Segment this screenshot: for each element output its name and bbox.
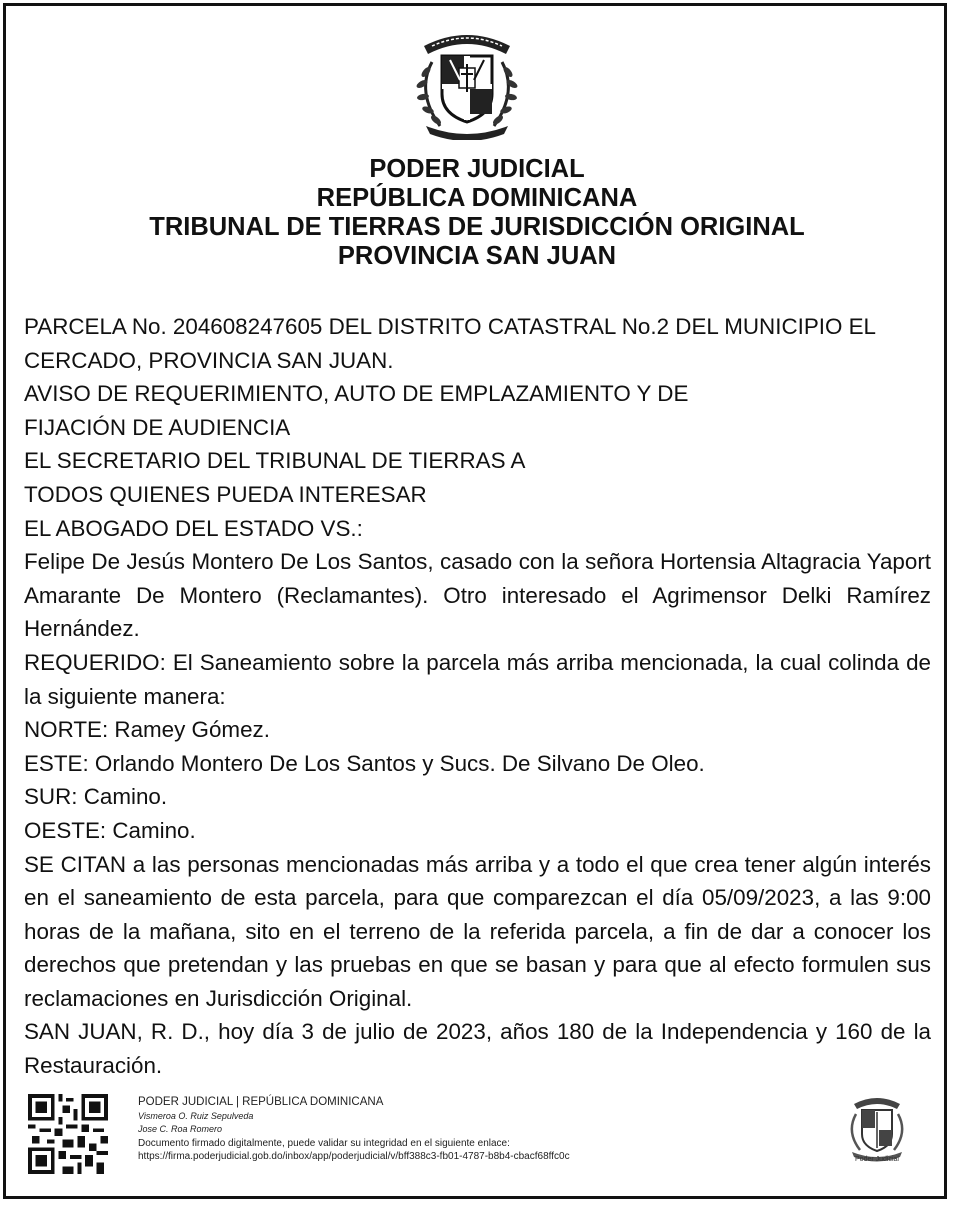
notice-type: AVISO DE REQUERIMIENTO, AUTO DE EMPLAZAMIENTO Y DE FIJACIÓN DE AUDIENCIA (24, 381, 689, 440)
heading-line-2: REPÚBLICA DOMINICANA (316, 184, 638, 212)
heading-line-3: TRIBUNAL DE TIERRAS DE JURISDICCIÓN ORIGINAL (149, 213, 805, 241)
validation-note: Documento firmado digitalmente, puede validar su integridad en el siguiente enlace: (138, 1137, 510, 1149)
seal-label: Poder Judicial (855, 1156, 899, 1163)
heading-line-1: PODER JUDICIAL (369, 155, 585, 183)
date-paragraph: SAN JUAN, R. D., hoy día 3 de julio de 2023, años 180 de la Independencia y 160 de la Restauración. (24, 1019, 931, 1079)
qr-code-icon[interactable] (28, 1094, 108, 1174)
boundary-north: NORTE: Ramey Gómez. (24, 717, 270, 743)
summons-paragraph: SE CITAN a las personas mencionadas más arriba y a todo el que crea tener algún interés en el saneamiento de esta parcela, para que comparezcan el día 05/09/2023, a las 9:00 horas de la mañana, sito en el terreno de la referida parcela, a fin de dar a conocer los derechos que pretendan y las pruebas en que se basan y para que al efecto formulen sus reclamaciones en Jurisdicción Original. (24, 851, 931, 1011)
signature-footer (24, 1090, 924, 1180)
parties-line: EL ABOGADO DEL ESTADO VS.: (24, 515, 363, 541)
digital-signature-block (138, 1096, 570, 1164)
signer-1: Vismeroa O. Ruiz Sepulveda (138, 1110, 254, 1121)
parcel-line: PARCELA No. 204608247605 DEL DISTRITO CATASTRAL No.2 DEL MUNICIPIO EL CERCADO, PROVINCIA SAN JUAN. (24, 314, 876, 373)
boundary-west: OESTE: Camino. (24, 817, 196, 843)
notice-body (24, 310, 931, 1083)
validation-link[interactable]: https://firma.poderjudicial.gob.do/inbox/app/poderjudicial/v/bff388c3-fb01-4787-b8b4-cbacf68ffc0c (138, 1151, 570, 1162)
requirement-paragraph: REQUERIDO: El Saneamiento sobre la parcela más arriba mencionada, la cual colinda de la siguiente manera: (24, 649, 931, 709)
addressee-line: TODOS QUIENES PUEDA INTERESAR (24, 481, 427, 507)
boundary-east: ESTE: Orlando Montero De Los Santos y Sucs. De Silvano De Oleo. (24, 750, 705, 776)
claimants-paragraph: Felipe De Jesús Montero De Los Santos, casado con la señora Hortensia Altagracia Yaport Amarante De Montero (Reclamantes). Otro interesado el Agrimensor Delki Ramírez Hernández. (24, 549, 931, 642)
signer-2: Jose C. Roa Romero (138, 1124, 223, 1134)
document-heading (0, 155, 954, 271)
boundary-south: SUR: Camino. (24, 784, 168, 810)
signature-institution: PODER JUDICIAL | REPÚBLICA DOMINICANA (138, 1096, 384, 1108)
heading-line-4: PROVINCIA SAN JUAN (337, 242, 617, 270)
coat-of-arms-icon (412, 22, 522, 140)
secretary-line: EL SECRETARIO DEL TRIBUNAL DE TIERRAS A (24, 448, 526, 474)
